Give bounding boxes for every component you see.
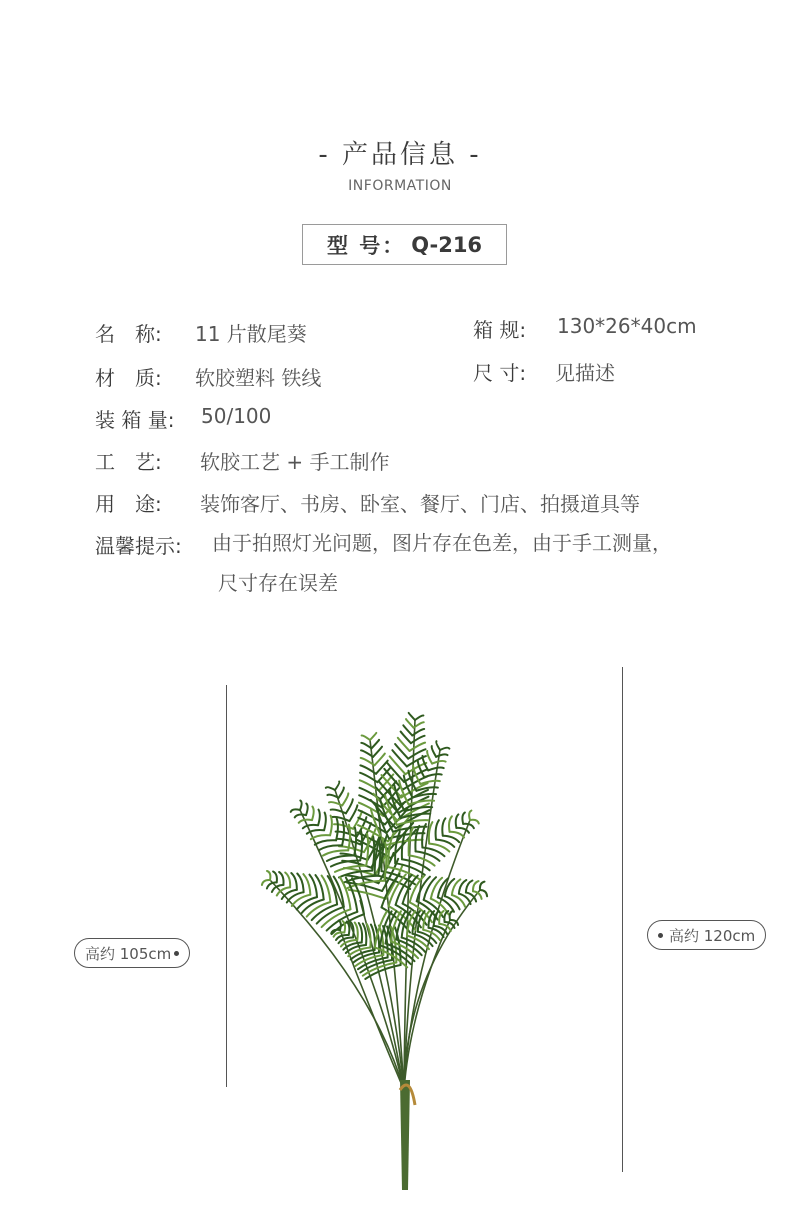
spec-qty-value: 50/100 — [201, 404, 272, 428]
leaflet — [295, 815, 306, 818]
leaflet — [335, 782, 339, 791]
leaflet — [331, 809, 346, 813]
model-label: 型 号： — [326, 233, 406, 258]
leaflet — [356, 955, 384, 966]
spec-use — [95, 488, 640, 517]
leaflet — [291, 873, 297, 890]
right-height-line — [622, 667, 623, 1172]
leaflet — [373, 747, 382, 757]
leaflet — [267, 871, 270, 880]
leaflet — [343, 921, 345, 932]
spec-use-label: 用 途: — [95, 492, 162, 516]
leaflet — [432, 746, 436, 757]
leaflet — [329, 802, 342, 805]
leaflet — [318, 810, 320, 826]
leaflet — [432, 761, 446, 764]
leaflet — [346, 799, 353, 813]
leaflet — [291, 809, 300, 812]
leaflet — [463, 824, 474, 828]
leaflet — [336, 819, 338, 841]
leaflet — [384, 843, 386, 881]
leaflet — [480, 882, 485, 890]
leaflet — [332, 817, 349, 821]
spec-size-label: 尺 寸: — [473, 361, 527, 385]
leaflet — [285, 873, 290, 888]
leaflet — [436, 820, 439, 839]
leaflet — [440, 748, 449, 750]
leaflet — [466, 881, 473, 893]
spec-box-label: 箱 规: — [473, 318, 527, 342]
spec-craft-value: 软胶工艺 + 手工制作 — [200, 450, 390, 474]
leaflet — [427, 751, 432, 764]
leaflet — [469, 811, 471, 820]
leaflet — [273, 872, 277, 883]
leaflet — [336, 832, 357, 837]
leaflet — [319, 845, 342, 850]
spec-tip-line1: 由于拍照灯光问题，图片存在色差，由于手工测量， — [212, 531, 672, 555]
spec-use-value: 装饰客厅、书房、卧室、餐厅、门店、拍摄道具等 — [200, 492, 640, 516]
leaflet — [312, 807, 314, 821]
model-box — [302, 224, 507, 265]
leaflet — [342, 793, 348, 805]
leaflet — [470, 820, 479, 824]
palm-plant-icon — [240, 650, 570, 1200]
leaflet — [360, 831, 362, 861]
leaflet — [322, 909, 351, 927]
leaflet — [428, 768, 444, 771]
leaflet — [324, 813, 326, 831]
leaflet — [403, 725, 412, 735]
spec-craft — [95, 446, 389, 475]
leaflet — [409, 713, 415, 720]
leaflet — [420, 781, 439, 784]
spec-tip-label: 温馨提示: — [95, 534, 182, 558]
spec-name — [95, 318, 307, 347]
model-value: Q-216 — [411, 232, 483, 257]
leaflet — [359, 923, 362, 943]
leaflet — [326, 787, 335, 790]
right-dot-icon — [658, 933, 663, 938]
spec-qty-label: 装 箱 量: — [95, 408, 175, 432]
leaflet — [303, 825, 318, 828]
leaflet — [347, 922, 350, 935]
leaflet — [279, 872, 283, 885]
spec-name-value: 11 片散尾葵 — [195, 322, 307, 346]
leaflet — [450, 911, 453, 920]
leaflet — [363, 924, 367, 946]
leaflet — [372, 837, 374, 871]
left-height-line — [226, 685, 227, 1087]
leaflet — [375, 754, 385, 766]
leaflet — [456, 814, 459, 828]
leaflet — [315, 840, 336, 845]
leaflet — [407, 936, 429, 950]
spec-craft-label: 工 艺: — [95, 450, 162, 474]
leaflet — [390, 756, 406, 774]
leaflet — [473, 881, 479, 891]
leaflet — [297, 874, 303, 893]
leaflet — [330, 816, 332, 836]
left-height-badge — [74, 938, 190, 968]
leaflet — [350, 805, 358, 821]
spec-qty — [95, 404, 271, 433]
leaflet — [339, 788, 344, 798]
leaflet — [436, 741, 440, 750]
spec-tip-line2: 尺寸存在误差 — [218, 571, 338, 595]
spec-material — [95, 362, 321, 391]
page-subtitle: INFORMATION — [348, 178, 452, 194]
leaflet — [306, 804, 308, 816]
leaflet — [442, 818, 445, 835]
leaflet — [424, 774, 441, 777]
spec-material-label: 材 质: — [95, 366, 162, 390]
right-height-text: 高约 120cm — [669, 926, 756, 945]
right-height-badge — [647, 920, 766, 950]
spec-tip — [95, 530, 182, 559]
spec-name-label: 名 称: — [95, 322, 162, 346]
left-height-text: 高约 105cm — [85, 944, 172, 963]
leaflet — [362, 735, 370, 740]
leaflet — [462, 813, 464, 824]
spec-box-value: 130*26*40cm — [557, 314, 697, 338]
leaflet — [300, 801, 302, 811]
leaflet — [367, 924, 371, 948]
leaflet — [436, 754, 447, 756]
page-title: - 产品信息 - — [318, 140, 482, 170]
leaflet — [392, 750, 406, 766]
leaflet — [409, 855, 435, 865]
spec-size — [473, 357, 615, 386]
leaflet — [449, 816, 452, 832]
leaflet — [411, 736, 425, 743]
leaflet — [416, 851, 440, 861]
leaflet — [372, 740, 380, 749]
leaflet — [406, 719, 414, 728]
spec-box — [473, 314, 697, 343]
leaflet — [415, 715, 423, 720]
left-dot-icon — [174, 951, 179, 956]
spec-material-value: 软胶塑料 铁线 — [195, 366, 322, 390]
leaflet — [370, 733, 376, 740]
spec-size-value: 见描述 — [555, 361, 615, 385]
